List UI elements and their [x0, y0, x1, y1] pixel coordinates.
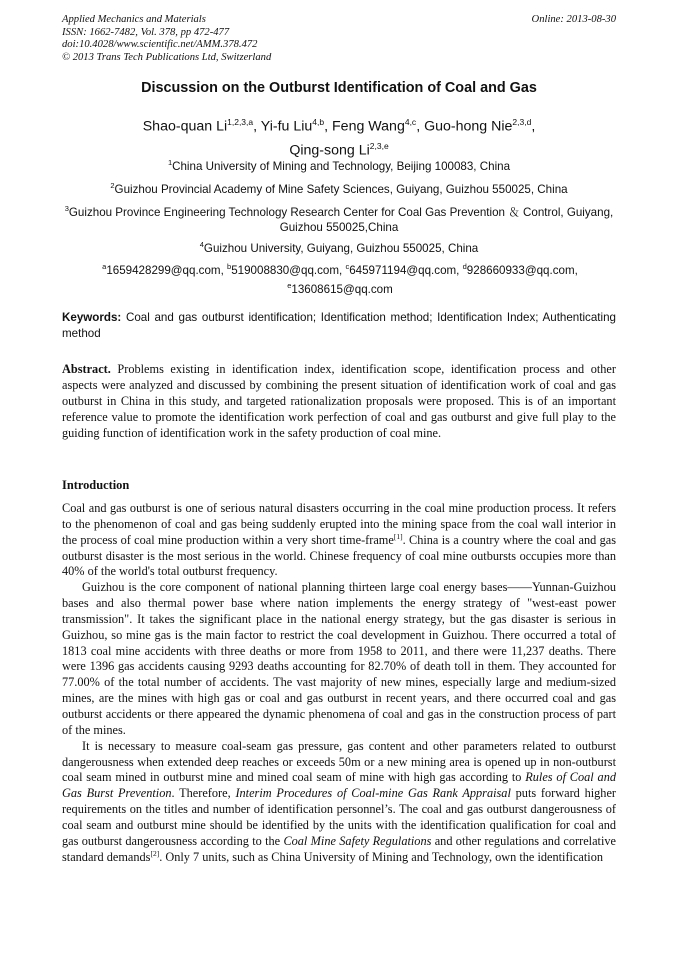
body-text: . China is a country where the coal and gas outburst disaster is the most serious in the world. Chinese frequency of coal mine outbursts occupies more than 40% of the world's total outburst frequency. — [62, 532, 617, 579]
affiliation-text: Guizhou Provincial Academy of Mine Safety Sciences, Guiyang, Guizhou 550025, China — [114, 182, 568, 196]
email-marker: c — [345, 262, 350, 271]
paper-title: Discussion on the Outburst Identification of Coal and Gas — [141, 80, 537, 96]
introduction-heading: Introduction — [62, 478, 130, 492]
cited-title: Interim Procedures of Coal-mine Gas Rank Appraisal — [235, 786, 511, 801]
body-text: . Therefore, — [171, 786, 236, 801]
affiliation-marker: 2 — [110, 181, 115, 190]
author-affiliation-marker: 1,2,3,a — [227, 117, 254, 127]
email-address: 928660933@qq.com, — [466, 263, 578, 277]
body-paragraph — [62, 580, 616, 738]
abstract-text: Problems existing in identification index, identification scope, identification process and other aspects were analyzed and discussed by combining the present situation of identification work of coal and gas outburst in China in this study, and targeted rationalization proposals were proposed. This is of an important reference value to promote the identification work perfection of coal and gas outburst and give full play to the guiding function of identification work in the safety production of coal mine. — [62, 362, 616, 440]
author-name: Qing-song Li — [289, 142, 370, 159]
email-marker: e — [287, 280, 292, 290]
journal-metadata — [62, 14, 616, 64]
copyright-line: © 2013 Trans Tech Publications Ltd, Switzerland — [62, 51, 272, 63]
citation-marker: [1] — [393, 531, 403, 541]
affiliation-text: Guizhou Province Engineering Technology Research Center for Coal Gas Prevention ＆ Control, Guiyang, Guizhou 550025,China — [68, 205, 614, 234]
email-marker: d — [462, 262, 467, 271]
body-paragraph — [62, 739, 616, 866]
doi-line: doi:10.4028/www.scientific.net/AMM.378.472 — [62, 39, 258, 51]
email-address: 1659428299@qq.com, — [106, 263, 228, 277]
body-text: Guizhou is the core component of national planning thirteen large coal energy bases——Yunnan-Guizhou bases and also thermal power base where nation implements the energy strategy of "west-east power transmission". It takes the significant place in the national energy strategy, but the gas disaster is serious in Guizhou, so mine gas is the main factor to restrict the coal development in Guizhou. There occurred a total of 1813 coal mine accidents with three deaths or more from 1958 to 2011, and there were 11,237 deaths. There were 1396 gas accidents causing 9293 deaths accounting for 82.70% of death toll in them. They accounted for 77.00% of the total number of accidents. The vast majority of new mines, especially large and medium-sized mines, are the mines with high gas or coal and gas outburst in recent years, and there occurred coal and gas outburst accidents or there appeared the dynamic phenomena of coal and gas in the construction process of part of the mines. — [62, 580, 616, 737]
author-name: Feng Wang — [332, 118, 405, 135]
body-text: puts forward higher requirements on the titles and number of identification personnel’s. The coal and gas outburst dangerousness of coal seam and outburst mine should be identified by the units with the identification qualification for coal and gas outburst dangerousness according to the — [62, 786, 617, 848]
affiliation-marker: 1 — [167, 158, 173, 167]
affiliation-marker: 3 — [64, 204, 69, 213]
author-name: Yi-fu Liu — [260, 118, 313, 135]
author-affiliation-marker: 2,3,d — [512, 117, 532, 127]
affiliation-marker: 4 — [199, 240, 204, 249]
author-name: Shao-quan Li — [142, 118, 228, 135]
email-marker: a — [102, 262, 107, 271]
keywords-label: Keywords: — [62, 311, 122, 324]
affiliation-text: China University of Mining and Technology, Beijing 100083, China — [172, 159, 511, 173]
email-list — [90, 259, 590, 297]
keywords-text: Coal and gas outburst identification; Identification method; Identification Index; Authenticating method — [62, 311, 616, 340]
email-address: 13608615@qq.com — [291, 282, 393, 296]
body-paragraph — [62, 501, 616, 580]
affiliation-3 — [59, 201, 619, 235]
affiliation-1 — [62, 155, 616, 174]
author-affiliation-marker: 2,3,e — [369, 140, 389, 151]
affiliation-4 — [62, 237, 616, 256]
citation-marker: [2] — [150, 848, 160, 858]
body-text: . Only 7 units, such as China University of Mining and Technology, own the identification — [159, 849, 604, 864]
email-marker: b — [227, 262, 232, 271]
abstract-label: Abstract. — [62, 362, 111, 376]
author-affiliation-marker: 4,b — [312, 117, 325, 127]
author-name: Guo-hong Nie — [424, 118, 513, 135]
email-address: 645971194@qq.com, — [349, 263, 463, 277]
issn-line: ISSN: 1662-7482, Vol. 378, pp 472-477 — [62, 26, 230, 38]
cited-title: Coal Mine Safety Regulations — [283, 833, 432, 848]
body-text: and other regulations and correlative standard demands — [62, 833, 616, 864]
cited-title: Rules of Coal and Gas Burst Prevention — [62, 770, 616, 801]
online-date: Online: 2013-08-30 — [531, 14, 616, 25]
keywords-section — [62, 310, 616, 341]
author-affiliation-marker: 4,c — [404, 117, 417, 127]
introduction-body — [62, 501, 616, 865]
abstract-section — [62, 362, 616, 442]
affiliation-2 — [62, 178, 616, 197]
body-text: It is necessary to measure coal-seam gas pressure, gas content and other parameters related to outburst dangerousness when extended deep reaches or exceeds 50m or a new mining area is opened up in non-outburst coal seam mined in outburst mine and mined coal seam of mine with high gas according to — [62, 738, 616, 785]
affiliation-text: Guizhou University, Guiyang, Guizhou 550025, China — [203, 241, 479, 255]
body-text: Coal and gas outburst is one of serious natural disasters occurring in the coal mine production process. It refers to the phenomenon of coal and gas being suddenly erupted into the mining space from the coal wall interior in the process of coal mine production within a very short time-frame — [62, 501, 616, 547]
author-list: Shao-quan Li$^{1,2,3,a}$, Yi-fu Liu$^{4,b}$, Feng Wang$^{4,c}$, Guo-hong Nie$^{2,3,d}$, Qing-song Li$^{2,3,e}$ — [142, 117, 536, 159]
email-address: 519008830@qq.com, — [231, 263, 346, 277]
journal-name: Applied Mechanics and Materials — [62, 14, 206, 25]
